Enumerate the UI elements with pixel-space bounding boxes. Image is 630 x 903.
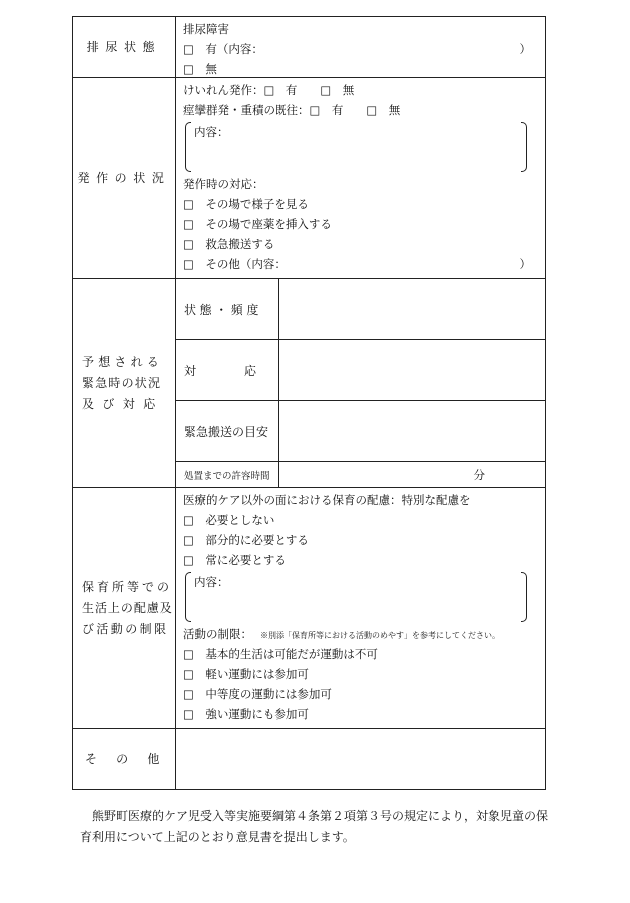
transport-label: 緊急搬送の目安 xyxy=(176,401,279,461)
state-frequency-label: 状態・頻度 xyxy=(176,279,279,339)
state-frequency-row xyxy=(176,279,545,339)
care-detail-bracket[interactable] xyxy=(185,572,527,622)
care-label-line3: び活動の制限 xyxy=(82,621,169,636)
state-frequency-field[interactable] xyxy=(279,279,545,339)
seizure-row xyxy=(73,77,545,278)
emergency-label-line1: 予想される xyxy=(82,354,164,369)
response-row xyxy=(176,339,545,400)
care-label xyxy=(73,488,176,728)
activity-title-row xyxy=(183,624,539,644)
activity-title: 活動の制限： xyxy=(183,627,252,641)
excretion-title: 排尿障害 xyxy=(183,22,229,36)
response-option-suppository[interactable]: □ その場で座薬を挿入する xyxy=(183,217,332,231)
care-detail-label: 内容： xyxy=(194,575,229,589)
allowed-time-label: 処置までの許容時間 xyxy=(176,462,279,487)
excretion-yes-close: ） xyxy=(519,42,531,56)
excretion-row xyxy=(73,17,545,77)
excretion-content xyxy=(176,17,545,77)
emergency-label xyxy=(73,279,176,487)
emergency-label-line3: 及び対応 xyxy=(82,396,164,411)
response-option-other-row xyxy=(183,254,539,274)
other-label: そ の 他 xyxy=(73,729,176,789)
response-option-observe[interactable]: □ その場で様子を見る xyxy=(183,197,309,211)
minutes-unit: 分 xyxy=(473,468,485,482)
other-row xyxy=(73,728,545,789)
consideration-title: 医療的ケア以外の面における保育の配慮：特別な配慮を xyxy=(183,493,471,507)
response-option-ambulance[interactable]: □ 救急搬送する xyxy=(183,237,275,251)
care-label-line2: 生活上の配慮及 xyxy=(82,600,173,615)
activity-option-strong[interactable]: □ 強い運動にも参加可 xyxy=(183,707,309,721)
care-row xyxy=(73,487,545,728)
submission-statement: 熊野町医療的ケア児受入等実施要綱第４条第２項第３号の規定により，対象児童の保育利用について上記のとおり意見書を提出します。 xyxy=(80,809,549,844)
excretion-label: 排尿状態 xyxy=(73,17,176,77)
seizure-detail-bracket[interactable] xyxy=(185,122,527,172)
activity-option-moderate[interactable]: □ 中等度の運動には参加可 xyxy=(183,687,332,701)
seizure-label: 発作の状況 xyxy=(73,78,176,278)
emergency-label-line2: 緊急時の状況 xyxy=(82,375,162,390)
consideration-option-partial[interactable]: □ 部分的に必要とする xyxy=(183,533,309,547)
response-option-other[interactable]: □ その他（内容： xyxy=(183,257,286,271)
transport-field[interactable] xyxy=(279,401,545,461)
excretion-no-checkbox[interactable]: □ 無 xyxy=(183,62,217,76)
response-field[interactable] xyxy=(279,340,545,400)
seizure-content xyxy=(176,78,545,278)
activity-option-light[interactable]: □ 軽い運動には参加可 xyxy=(183,667,309,681)
emergency-row xyxy=(73,278,545,487)
activity-option-basic-only[interactable]: □ 基本的生活は可能だが運動は不可 xyxy=(183,647,378,661)
activity-note: ※別添「保育所等における活動のめやす」を参考にしてください。 xyxy=(260,631,500,640)
other-field[interactable] xyxy=(176,729,545,789)
emergency-subtable xyxy=(176,279,545,487)
seizure-detail-label: 内容： xyxy=(194,125,229,139)
allowed-time-row xyxy=(176,461,545,487)
consideration-option-always[interactable]: □ 常に必要とする xyxy=(183,553,286,567)
response-title: 発作時の対応： xyxy=(183,177,264,191)
history-line[interactable]: 痙攣群発・重積の既往：□ 有 □ 無 xyxy=(183,103,401,117)
response-other-close: ） xyxy=(519,257,531,271)
convulsion-line[interactable]: けいれん発作：□ 有 □ 無 xyxy=(183,83,355,97)
care-label-line1: 保育所等での xyxy=(82,579,173,594)
excretion-yes-row xyxy=(183,39,539,59)
consideration-option-none[interactable]: □ 必要としない xyxy=(183,513,275,527)
care-content xyxy=(176,488,545,728)
excretion-yes-checkbox[interactable]: □ 有（内容： xyxy=(183,42,263,56)
opinion-form-table xyxy=(72,16,546,790)
response-label: 対 応 xyxy=(176,340,279,400)
allowed-time-field[interactable] xyxy=(279,462,545,487)
transport-row xyxy=(176,400,545,461)
